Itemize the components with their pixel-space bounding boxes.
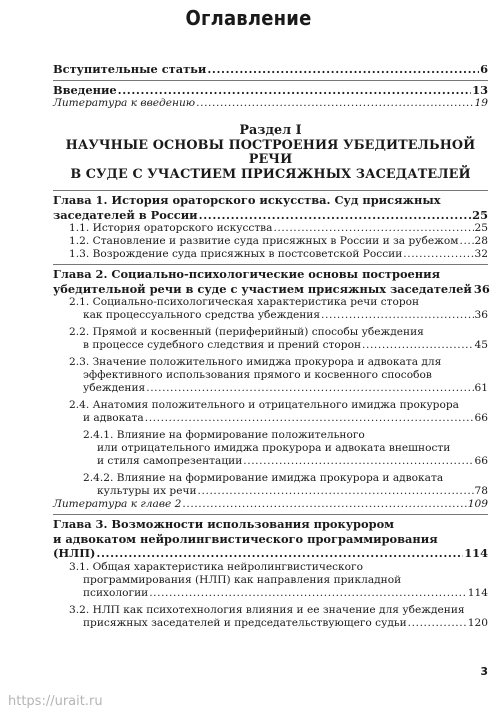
toc-page-number: 78 — [474, 485, 488, 497]
toc-item-2-4-2[interactable] — [53, 472, 488, 498]
toc-item-title-line: и адвоката — [83, 412, 144, 424]
toc-page-number: 120 — [467, 616, 488, 629]
toc-page-number: 66 — [474, 412, 488, 424]
toc-item-title-line: присяжных заседателей и председательствующего судьи — [83, 616, 407, 629]
toc-item-title-line: в процессе судебного следствия и прений сторон — [83, 339, 362, 351]
toc-item-title: 1.2. Становление и развитие суда присяжных в России и за рубежом — [69, 235, 459, 247]
chapter-title-line: Глава 1. История ораторского искусства. Суд присяжных — [53, 193, 441, 207]
toc-item-title: 1.1. История ораторского искусства — [69, 222, 273, 234]
toc-item-3-2[interactable] — [53, 604, 488, 630]
section-heading — [53, 124, 488, 182]
toc-page-number: 36 — [473, 281, 490, 296]
toc-item-1-2[interactable] — [53, 235, 488, 248]
toc-page-number: 109 — [467, 498, 488, 510]
toc-item-title-line: 3.1. Общая характеристика нейролингвистического — [69, 560, 363, 573]
toc-page-number: 25 — [472, 207, 488, 222]
toc-item-title-line: убеждения — [83, 382, 146, 394]
table-of-contents — [53, 62, 488, 630]
divider — [53, 190, 488, 191]
section-title-line: НАУЧНЫЕ ОСНОВЫ ПОСТРОЕНИЯ УБЕДИТЕЛЬНОЙ РЕЧИ — [65, 137, 476, 167]
toc-item-title-line: 2.4.2. Влияние на формирование имиджа прокурора и адвоката — [83, 472, 444, 484]
toc-item-2-2[interactable] — [53, 326, 488, 352]
chapter-title-line: заседателей в России — [53, 207, 198, 222]
toc-page-number: 61 — [474, 382, 488, 394]
toc-page-number: 32 — [474, 248, 488, 260]
toc-item-1-1[interactable] — [53, 222, 488, 235]
toc-entry-title: Вступительные статьи — [53, 62, 207, 76]
divider — [53, 80, 488, 81]
toc-item-1-3[interactable] — [53, 248, 488, 261]
toc-item-title-line: эффективного использования прямого и косвенного способов — [83, 369, 432, 381]
toc-item-title-line: психологии — [83, 586, 149, 599]
toc-entry-title: Введение — [53, 82, 117, 97]
toc-item-title-line: и стиля самопрезентации — [97, 455, 243, 467]
toc-entry-introduction[interactable] — [53, 83, 488, 98]
toc-item-title-line: 2.4.1. Влияние на формирование положительного — [83, 429, 365, 441]
section-label: Раздел I — [239, 123, 302, 138]
toc-page-number: 114 — [467, 586, 488, 599]
toc-item-title-line: 2.1. Социально-психологическая характеристика речи сторон — [69, 296, 420, 308]
toc-item-2-3[interactable] — [53, 356, 488, 395]
toc-page-number: 19 — [474, 97, 488, 109]
toc-page-number: 25 — [474, 222, 488, 234]
toc-item-2-4[interactable] — [53, 399, 488, 425]
toc-page-number: 45 — [474, 339, 488, 351]
toc-item-title-line: или отрицательного имиджа прокурора и адвоката внешности — [97, 442, 451, 454]
toc-item-title-line: 3.2. НЛП как психотехнология влияния и ее значение для убеждения — [69, 603, 465, 616]
toc-item-2-4-1[interactable] — [53, 429, 488, 468]
divider — [53, 514, 488, 515]
toc-page-number: 13 — [472, 82, 488, 97]
toc-item-title-line: 2.3. Значение положительного имиджа прокурора и адвоката для — [69, 356, 442, 368]
chapter-title-line: Глава 2. Социально-психологические основы построения — [53, 267, 441, 281]
chapter-title-line: Глава 3. Возможности использования прокурором — [53, 517, 395, 531]
toc-entry-intro-literature[interactable] — [53, 97, 488, 110]
toc-entry-chapter2-literature[interactable] — [53, 498, 488, 511]
toc-page-number: 28 — [474, 235, 488, 247]
toc-item-title-line: культуры их речи — [97, 485, 197, 497]
chapter-title-line: (НЛП) — [53, 546, 96, 560]
chapter-title-line: и адвокатом нейролингвистического программирования — [53, 531, 438, 546]
toc-item-title-line: как процессуального средства убеждения — [83, 309, 321, 321]
toc-chapter-3[interactable] — [53, 517, 488, 561]
toc-page-number: 6 — [480, 62, 488, 76]
page-number: 3 — [480, 665, 488, 678]
toc-item-title-line: программирования (НЛП) как направления прикладной — [83, 573, 402, 586]
watermark-url: https://urait.ru — [8, 694, 103, 709]
toc-page-number: 36 — [474, 309, 488, 321]
toc-chapter-1[interactable] — [53, 193, 488, 222]
page-title: Оглавление — [185, 6, 312, 30]
toc-item-title: 1.3. Возрождение суда присяжных в постсоветской России — [69, 248, 403, 260]
toc-item-2-1[interactable] — [53, 296, 488, 322]
section-title-line: В СУДЕ С УЧАСТИЕМ ПРИСЯЖНЫХ ЗАСЕДАТЕЛЕЙ — [70, 166, 471, 182]
toc-item-3-1[interactable] — [53, 561, 488, 600]
toc-chapter-2[interactable] — [53, 267, 488, 296]
toc-entry-title: Литература к введению — [53, 97, 196, 109]
toc-page-number: 66 — [474, 455, 488, 467]
toc-item-title-line: 2.2. Прямой и косвенный (периферийный) способы убеждения — [69, 326, 424, 338]
toc-item-title-line: 2.4. Анатомия положительного и отрицательного имиджа прокурора — [69, 399, 459, 411]
toc-page-number: 114 — [464, 546, 488, 560]
divider — [53, 264, 488, 265]
chapter-title-line: убедительной речи в суде с участием присяжных заседателей — [53, 281, 472, 296]
toc-entry-intro-articles[interactable] — [53, 62, 488, 77]
toc-entry-title: Литература к главе 2 — [53, 498, 182, 510]
